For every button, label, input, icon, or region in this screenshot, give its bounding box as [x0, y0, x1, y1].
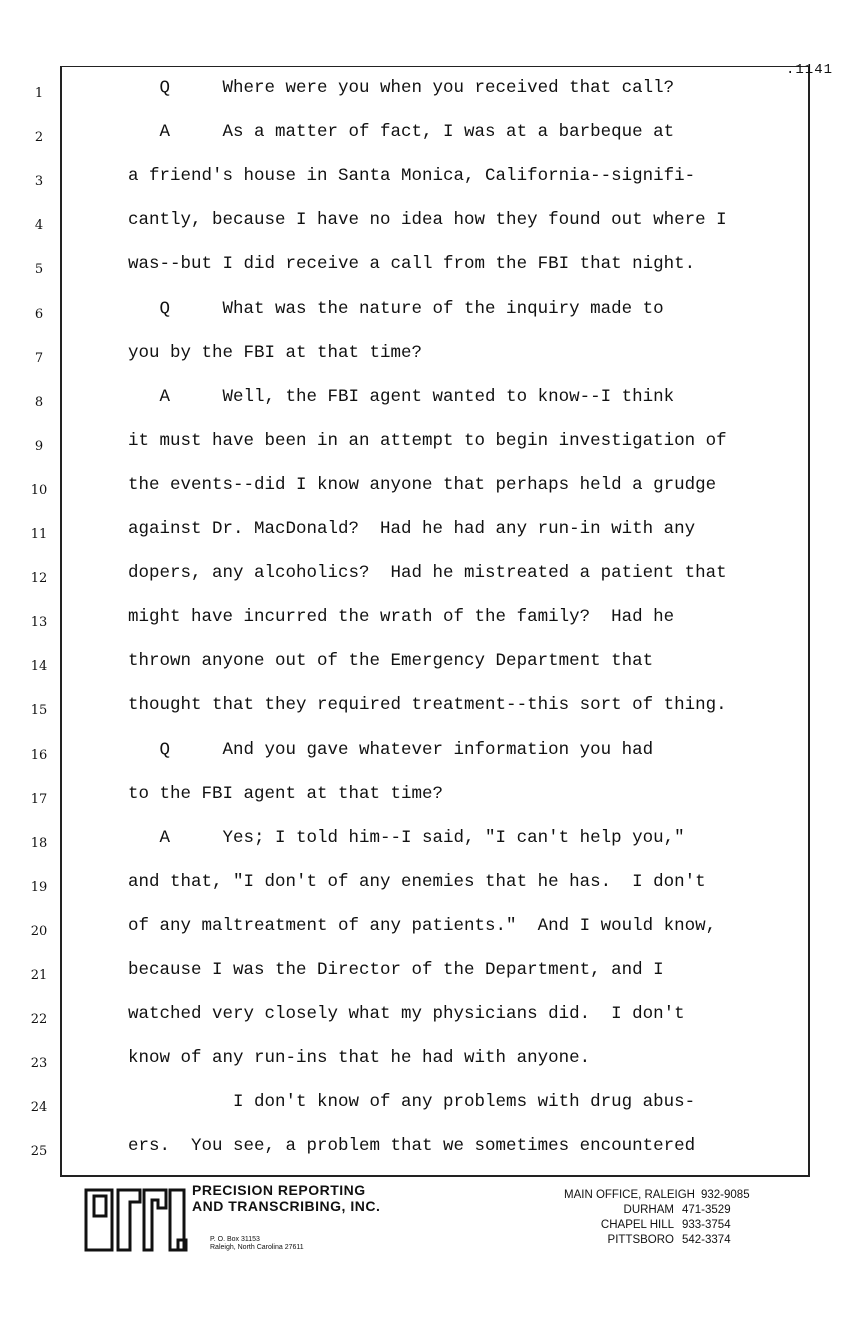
line-number: 16: [30, 747, 48, 763]
office-row: [564, 1188, 750, 1203]
line-number: 8: [34, 394, 44, 410]
line-number: 11: [30, 527, 48, 542]
office-phone: 932-9085: [701, 1189, 750, 1201]
office-phone: 542-3374: [682, 1234, 731, 1246]
line-number: 4: [34, 218, 44, 234]
line-number: 18: [30, 835, 48, 851]
transcript-line: Q Where were you when you received that call?: [128, 78, 675, 98]
company-name-line-2: AND TRANSCRIBING, INC.: [192, 1198, 381, 1214]
transcript-line: might have incurred the wrath of the family? Had he: [128, 607, 675, 628]
office-phone: 471-3529: [682, 1204, 731, 1216]
transcript-line: A Yes; I told him--I said, "I can't help you,": [128, 827, 685, 848]
company-logo: [82, 1182, 188, 1262]
transcript-line: it must have been in an attempt to begin investigation of: [128, 430, 727, 451]
office-row: [564, 1218, 750, 1233]
line-number: 15: [30, 703, 48, 719]
office-phone-list: [564, 1188, 750, 1248]
transcript-line: I don't know of any problems with drug abus-: [128, 1092, 696, 1113]
transcript-line: dopers, any alcoholics? Had he mistreated a patient that: [128, 563, 727, 584]
transcript-line: because I was the Director of the Department, and I: [128, 960, 664, 980]
transcript-line: thrown anyone out of the Emergency Department that: [128, 651, 654, 672]
transcript-line: know of any run-ins that he had with anyone.: [128, 1048, 591, 1069]
office-phone: 933-3754: [682, 1219, 731, 1231]
transcript-line: A Well, the FBI agent wanted to know--I think: [128, 386, 675, 407]
transcript-line: cantly, because I have no idea how they found out where I: [128, 210, 727, 231]
line-number: 20: [30, 923, 48, 939]
line-number: 1: [34, 86, 44, 101]
line-number: 25: [30, 1144, 48, 1160]
line-number: 3: [34, 174, 44, 190]
line-number: 10: [30, 482, 48, 498]
transcript-line: thought that they required treatment--this sort of thing.: [128, 695, 727, 716]
transcript-line: A As a matter of fact, I was at a barbeque at: [128, 122, 675, 143]
line-number: 23: [30, 1056, 48, 1072]
line-number: 21: [30, 968, 48, 983]
line-number: 19: [30, 879, 48, 895]
transcript-line: Q What was the nature of the inquiry made to: [128, 298, 664, 319]
po-box-line-2: Raleigh, North Carolina 27611: [210, 1244, 304, 1251]
transcript-line: you by the FBI at that time?: [128, 342, 423, 363]
company-name: [192, 1182, 380, 1214]
line-number: 12: [30, 571, 48, 587]
line-number: 7: [34, 350, 44, 366]
transcript-line: a friend's house in Santa Monica, California--signifi-: [128, 166, 696, 187]
office-row: [564, 1203, 750, 1218]
line-number: 14: [30, 659, 48, 675]
transcript-line: of any maltreatment of any patients." And I would know,: [128, 915, 717, 936]
po-box-address: [210, 1236, 304, 1252]
office-city: MAIN OFFICE, RALEIGH: [564, 1189, 695, 1201]
page-number: .1141: [786, 62, 834, 78]
office-row: [564, 1233, 750, 1248]
transcript-line: and that, "I don't of any enemies that he has. I don't: [128, 871, 706, 892]
office-city: PITTSBORO: [607, 1234, 674, 1246]
line-number: 22: [30, 1012, 48, 1028]
transcript-line: against Dr. MacDonald? Had he had any run-in with any: [128, 519, 696, 539]
line-number: 24: [30, 1100, 48, 1116]
logo-text: P&T: [134, 1260, 136, 1261]
transcript-line: the events--did I know anyone that perhaps held a grudge: [128, 474, 717, 495]
po-box-line-1: P. O. Box 31153: [210, 1236, 260, 1243]
transcript-line: to the FBI agent at that time?: [128, 783, 444, 804]
transcript-line: watched very closely what my physicians did. I don't: [128, 1004, 685, 1025]
line-number: 2: [34, 130, 44, 146]
office-city: CHAPEL HILL: [600, 1219, 674, 1231]
office-city: DURHAM: [623, 1204, 674, 1216]
line-number: 9: [34, 438, 44, 454]
line-number: 5: [34, 262, 44, 278]
line-number: 6: [34, 306, 44, 322]
company-name-line-1: PRECISION REPORTING: [192, 1182, 366, 1198]
transcript-line: ers. You see, a problem that we sometimes encountered: [128, 1136, 696, 1157]
transcript-line: was--but I did receive a call from the FBI that night.: [128, 254, 696, 275]
footer: [80, 1180, 820, 1290]
line-number: 17: [30, 791, 48, 807]
transcript-line: Q And you gave whatever information you had: [128, 739, 654, 760]
line-number: 13: [30, 615, 48, 631]
